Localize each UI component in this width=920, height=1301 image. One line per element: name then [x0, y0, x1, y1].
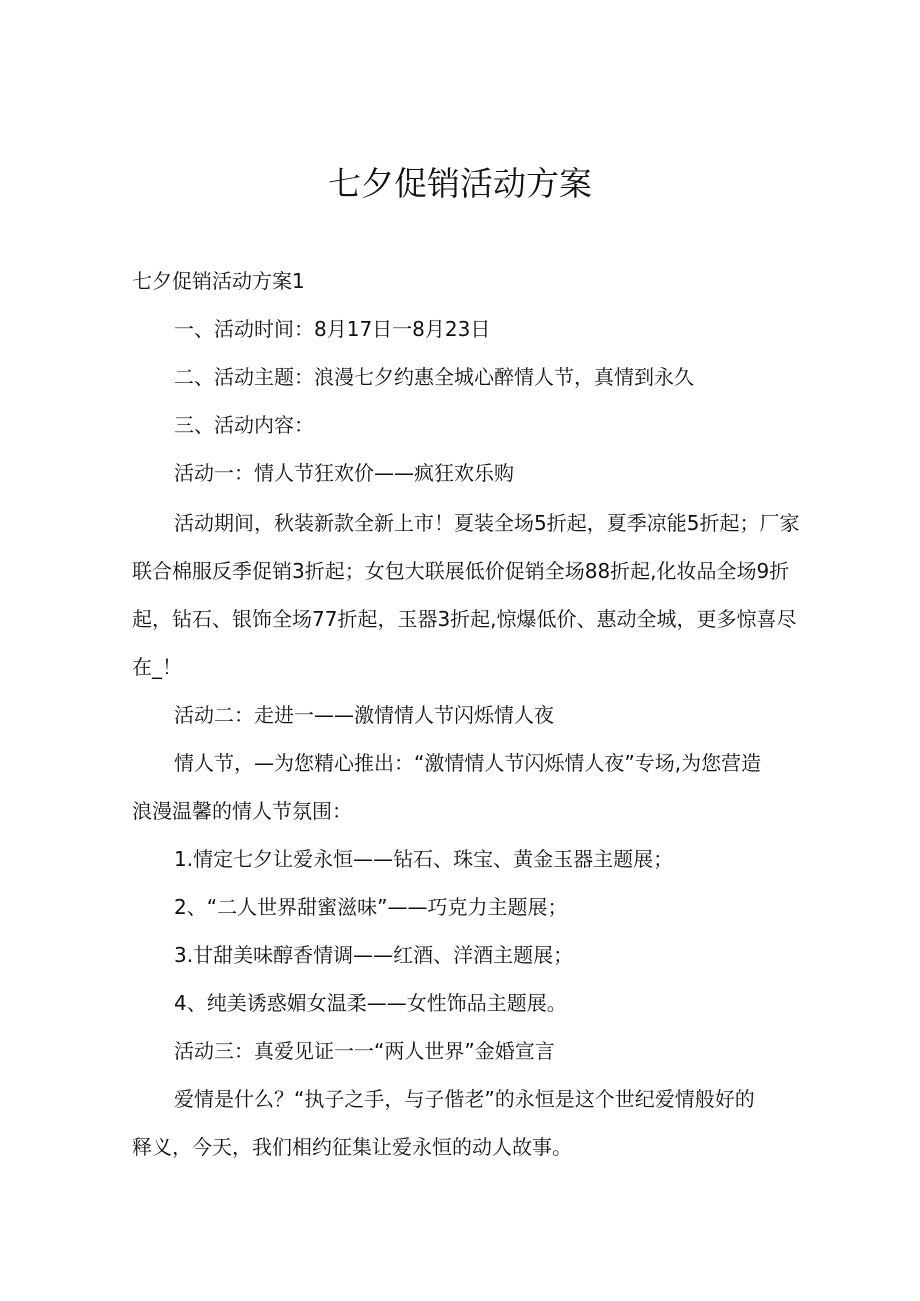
paragraph-line: 活动二：走进一——激情情人节闪烁情人夜 — [174, 703, 554, 727]
paragraph-line: 释义，今天，我们相约征集让爱永恒的动人故事。 — [132, 1135, 572, 1159]
paragraph-line: 在_！ — [132, 655, 182, 679]
list-item: 4、纯美诱惑媚女温柔——女性饰品主题展。 — [174, 991, 567, 1015]
list-item: 2、“二人世界甜蜜滋味”——巧克力主题展； — [174, 895, 568, 919]
paragraph-line: 情人节，—为您精心推出：“激情情人节闪烁情人夜”专场,为您营造 — [174, 751, 762, 775]
list-item: 1.情定七夕让爱永恒——钻石、珠宝、黄金玉器主题展； — [174, 847, 674, 871]
paragraph-line: 起，钻石、银饰全场77折起，玉器3折起,惊爆低价、惠动全城，更多惊喜尽 — [132, 607, 797, 631]
paragraph-line: 浪漫温馨的情人节氛围： — [132, 799, 352, 823]
paragraph-line: 爱情是什么？“执子之手，与子偕老”的永恒是这个世纪爱情般好的 — [174, 1087, 755, 1111]
paragraph-line: 二、活动主题：浪漫七夕约惠全城心醉情人节，真情到永久 — [174, 365, 694, 389]
section-heading: 七夕促销活动方案1 — [132, 269, 305, 293]
paragraph-line: 联合棉服反季促销3折起；女包大联展低价促销全场88折起,化妆品全场9折 — [132, 559, 790, 583]
paragraph-line: 一、活动时间：8月17日一8月23日 — [174, 317, 491, 341]
paragraph-line: 三、活动内容： — [174, 413, 314, 437]
list-item: 3.甘甜美味醇香情调——红酒、洋酒主题展； — [174, 943, 574, 967]
document-title: 七夕促销活动方案 — [328, 164, 592, 203]
paragraph-line: 活动期间，秋装新款全新上市！夏装全场5折起，夏季凉能5折起；厂家 — [174, 511, 800, 535]
paragraph-line: 活动三：真爱见证一一“两人世界”金婚宣言 — [174, 1039, 555, 1063]
paragraph-line: 活动一：情人节狂欢价——疯狂欢乐购 — [174, 461, 514, 485]
